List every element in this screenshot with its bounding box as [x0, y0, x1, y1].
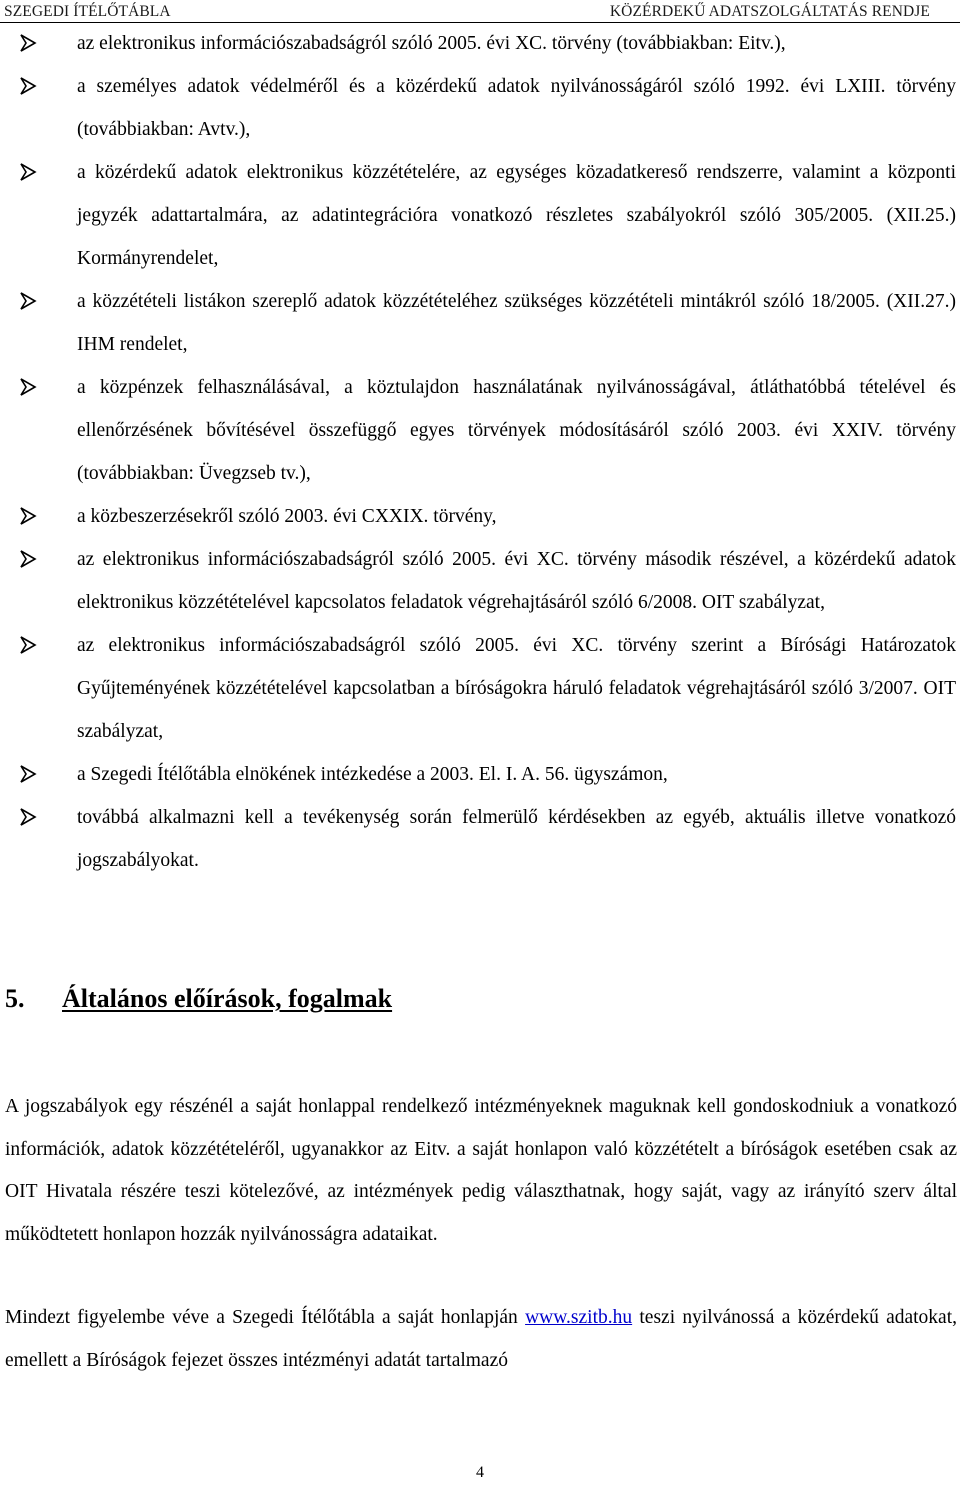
list-item-text: az elektronikus információszabadságról szóló 2005. évi XC. törvény (továbbiakban: Eitv.), [77, 33, 786, 54]
list-item-text: továbbá alkalmazni kell a tevékenység során felmerülő kérdésekben az egyéb, aktuális illetve vonatkozó jogszabályokat. [77, 807, 956, 871]
arrowhead-bullet-icon [18, 807, 38, 827]
header-court-name: SZEGEDI ÍTÉLŐTÁBLA [4, 3, 171, 20]
list-item [0, 753, 960, 796]
page-header [0, 0, 960, 22]
list-item-text: a közbeszerzésekről szóló 2003. évi CXXIX. törvény, [77, 506, 497, 527]
list-item [0, 624, 960, 753]
list-item [0, 280, 960, 366]
website-link[interactable]: www.szitb.hu [525, 1307, 633, 1328]
list-item-text: a közzétételi listákon szereplő adatok közzétételéhez szükséges közzétételi mintákról szóló 18/2005. (XII.27.) IHM rendelet, [77, 291, 956, 355]
arrowhead-bullet-icon [18, 291, 38, 311]
list-item-text: a közérdekű adatok elektronikus közzétételére, az egységes közadatkereső rendszerre, valamint a központi jegyzék adattartalmára, az adatintegrációra vonatkozó részletes szabályokról szóló 305/2005. (XII.25.) Kormányrendelet, [77, 162, 956, 269]
body-paragraph: A jogszabályok egy részénél a saját honlappal rendelkező intézményeknek maguknak kell gondoskodniuk a vonatkozó információk, adatok közzétételéről, ugyanakkor az Eitv. a saját honlapon való közzétételt a bíróságok esetében csak az OIT Hivatala részére teszi kötelezővé, az intézmények pedig választhatnak, hogy saját, vagy az irányító szerv által működtetett honlapon hozzák nyilvánosságra adataikat. [5, 1096, 957, 1245]
list-item-text: az elektronikus információszabadságról szóló 2005. évi XC. törvény második részével, a közérdekű adatok elektronikus közzétételével kapcsolatos feladatok végrehajtásáról szóló 6/2008. OIT szabályzat, [77, 549, 956, 613]
list-item [0, 495, 960, 538]
page-number: 4 [476, 1464, 484, 1481]
arrowhead-bullet-icon [18, 549, 38, 569]
header-document-title: KÖZÉRDEKŰ ADATSZOLGÁLTATÁS RENDJE [609, 3, 930, 20]
list-item-text: a személyes adatok védelméről és a közérdekű adatok nyilvánosságáról szóló 1992. évi LXIII. törvény (továbbiakban: Avtv.), [77, 76, 956, 140]
list-item [0, 796, 960, 882]
arrowhead-bullet-icon [18, 33, 38, 53]
arrowhead-bullet-icon [18, 377, 38, 397]
paragraph-text-after-link: teszi nyilvánossá a közérdekű adatokat, emellett a Bíróságok fejezet összes intézményi adatát tartalmazó [5, 1307, 957, 1371]
arrowhead-bullet-icon [18, 506, 38, 526]
section-number: 5. [5, 984, 25, 1013]
legal-sources-list [0, 22, 960, 882]
list-item [0, 65, 960, 151]
list-item [0, 366, 960, 495]
arrowhead-bullet-icon [18, 76, 38, 96]
document-body [0, 22, 960, 882]
arrowhead-bullet-icon [18, 635, 38, 655]
list-item [0, 22, 960, 65]
body-paragraph-with-link [5, 1297, 957, 1382]
list-item-text: az elektronikus információszabadságról szóló 2005. évi XC. törvény szerint a Bírósági Határozatok Gyűjteményének közzétételével kapcsolatban a bíróságokra háruló feladatok végrehajtásáról szóló 3/2007. OIT szabályzat, [77, 635, 956, 742]
arrowhead-bullet-icon [18, 162, 38, 182]
list-item [0, 151, 960, 280]
paragraph-text-before-link: Mindezt figyelembe véve a Szegedi Ítélőtábla a saját honlapján [5, 1307, 526, 1328]
section-title: Általános előírások, fogalmak [62, 984, 393, 1013]
arrowhead-bullet-icon [18, 764, 38, 784]
list-item [0, 538, 960, 624]
section-heading [5, 982, 392, 1016]
list-item-text: a közpénzek felhasználásával, a köztulajdon használatának nyilvánosságával, átláthatóbbá tételével és ellenőrzésének bővítésével összefüggő egyes törvények módosításáról szóló 2003. évi XXIV. törvény (továbbiakban: Üvegzseb tv.), [77, 377, 956, 484]
list-item-text: a Szegedi Ítélőtábla elnökének intézkedése a 2003. El. I. A. 56. ügyszámon, [77, 764, 668, 785]
